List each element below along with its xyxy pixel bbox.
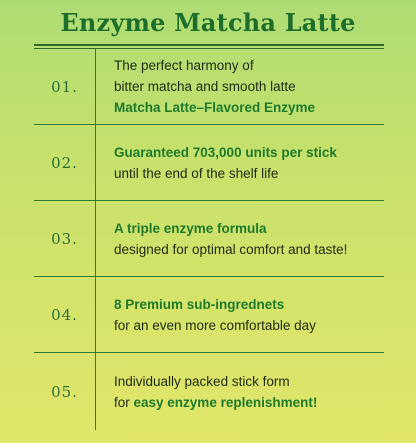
item-text [114,49,384,124]
item-line: for an even more comfortable day [114,317,316,333]
item-text [114,201,384,276]
list-item [34,201,384,277]
item-number: 01. [34,49,96,124]
item-line-prefix: for [114,394,134,410]
item-highlight: Matcha Latte–Flavored Enzyme [114,100,316,115]
item-line: until the end of the shelf life [114,165,279,181]
item-line: The perfect harmony of [114,58,254,73]
item-line-mixed [114,392,384,413]
item-highlight: easy enzyme replenishment! [133,394,318,410]
item-line: designed for optimal comfort and taste! [114,241,348,257]
item-line: bitter matcha and smooth latte [114,79,296,94]
title-divider [34,44,384,46]
item-line: Individually packed stick form [114,373,290,389]
list-item [34,277,384,353]
list-item [34,49,384,125]
item-number: 03. [34,201,96,276]
item-number: 04. [34,277,96,352]
item-number: 02. [34,125,96,200]
item-text [114,125,384,200]
item-text [114,277,384,352]
item-highlight: Guaranteed 703,000 units per stick [114,144,337,160]
item-text [114,353,384,430]
item-highlight: 8 Premium sub-ingrednets [114,296,285,312]
feature-list [34,49,384,430]
list-item [34,353,384,430]
item-highlight: A triple enzyme formula [114,220,267,236]
page-title: Enzyme Matcha Latte [60,8,356,37]
list-item [34,125,384,201]
item-number: 05. [34,353,96,430]
